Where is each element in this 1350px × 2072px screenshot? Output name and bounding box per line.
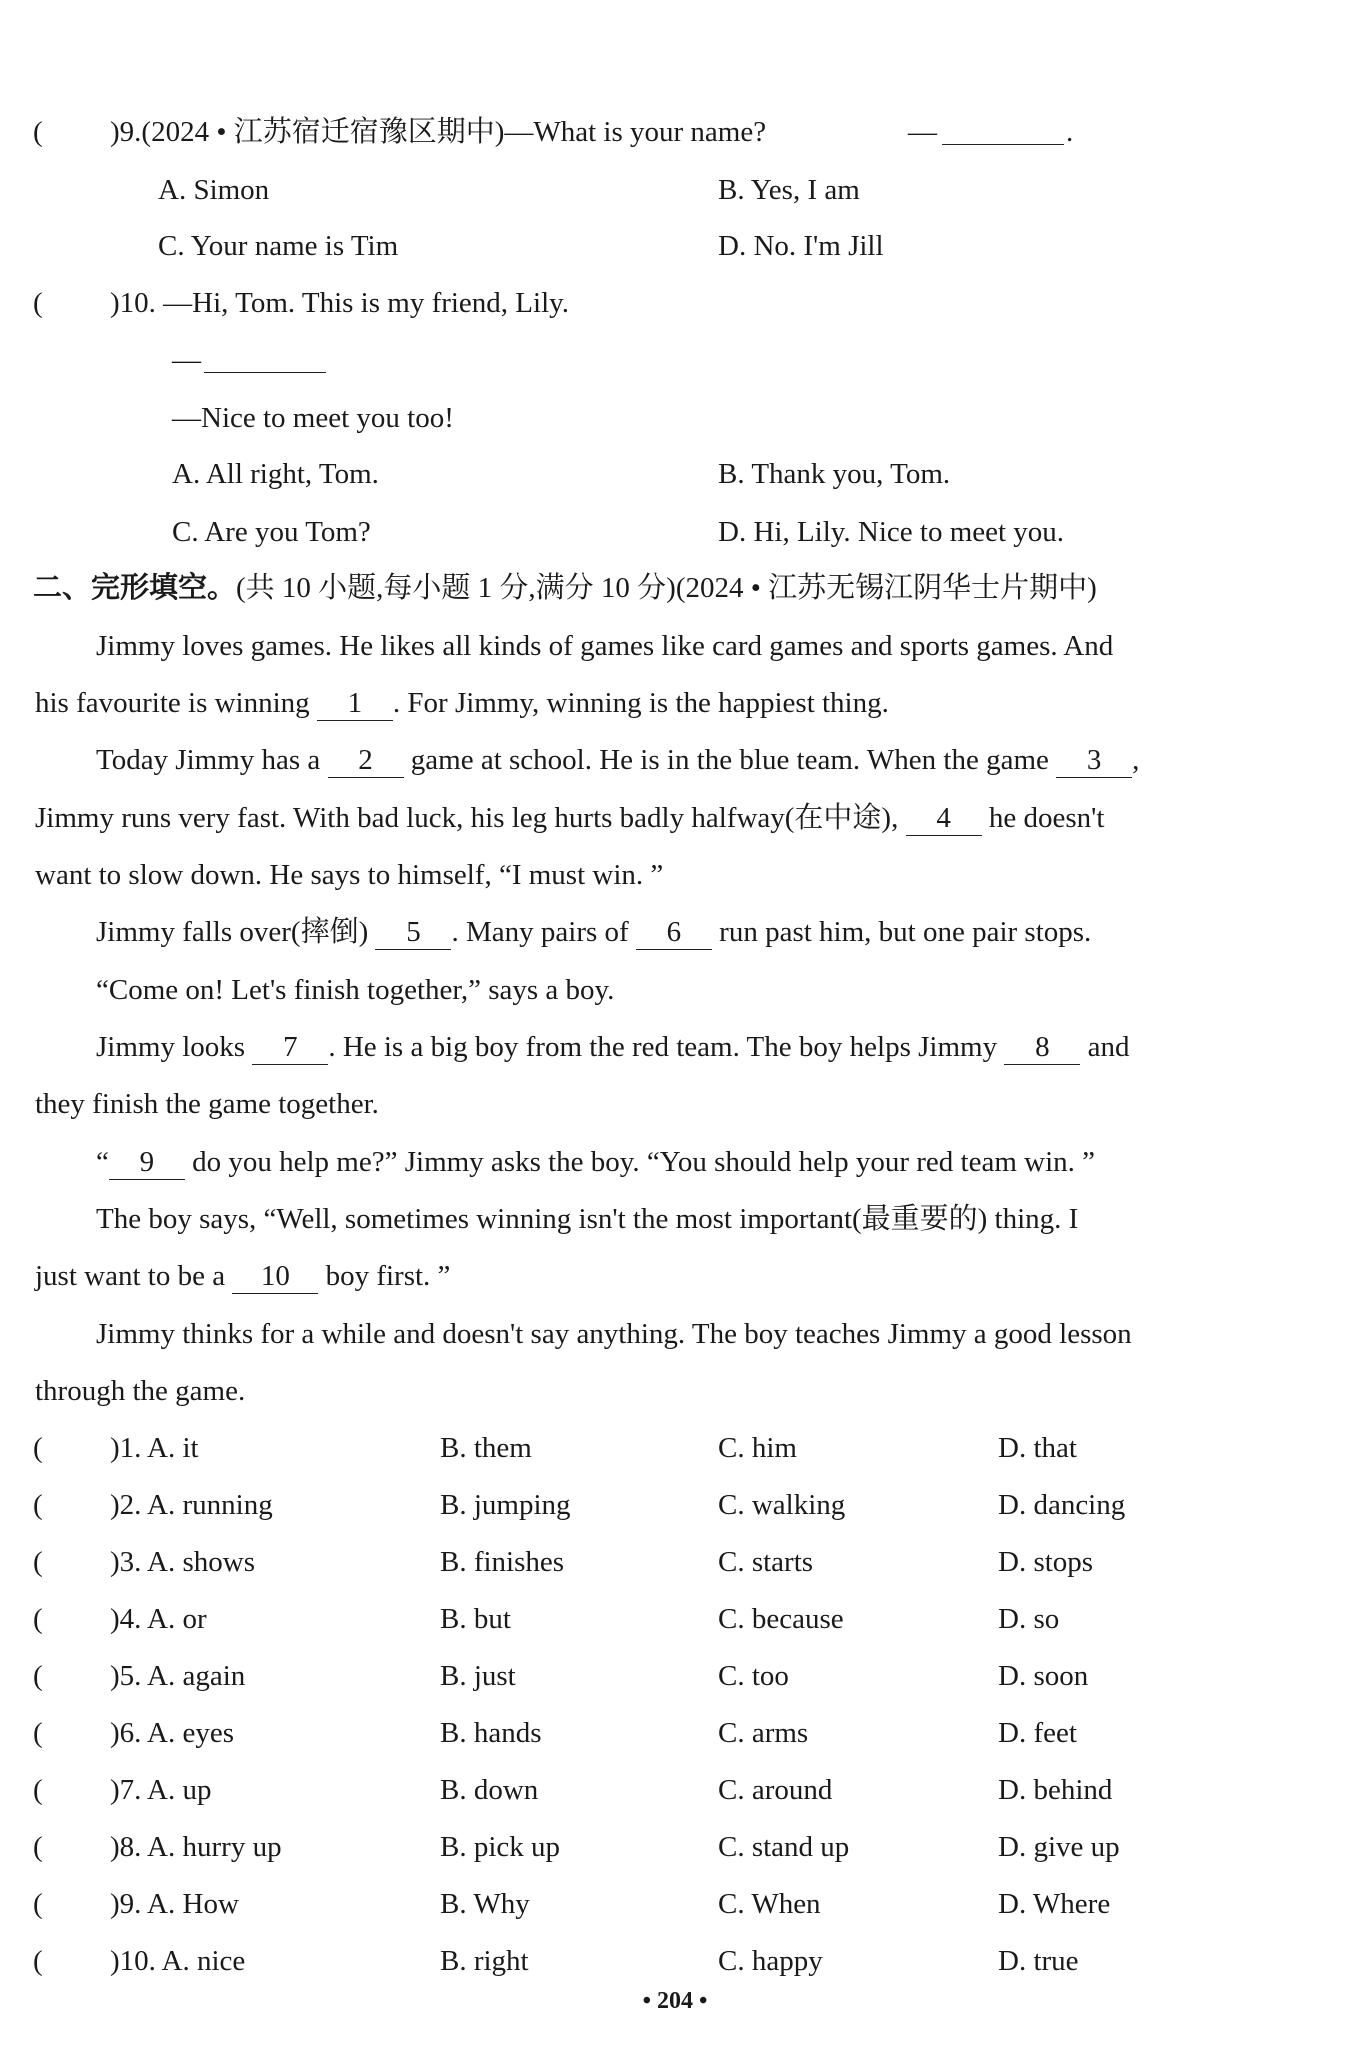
blank-3: 3 [1056,743,1132,778]
option-c: C. walking [718,1489,846,1521]
question-10-stem-row [0,281,1350,325]
blank-8: 8 [1004,1030,1080,1065]
option-d: D. feet [998,1717,1077,1749]
text-segment: he doesn't [988,802,1105,834]
question-9-stem: )9.(2024 • 江苏宿迁宿豫区期中)—What is your name? [110,116,767,148]
answer-paren: ( [33,1432,43,1464]
option-b: B. right [440,1945,529,1977]
option-c: C. stand up [718,1831,850,1863]
text-segment: . He is a big boy from the red team. The boy helps Jimmy [328,1031,998,1063]
option-a: )6. A. eyes [110,1717,235,1749]
passage-line [0,1197,1350,1241]
passage-line [0,968,1350,1012]
question-10-options-row-1 [0,452,1350,496]
option-d: D. No. I'm Jill [718,230,884,262]
page-number: • 204 • [642,1988,708,2014]
answer-paren: ( [33,1546,43,1578]
text-segment: Today Jimmy has a [96,744,321,776]
option-a: )4. A. or [110,1603,207,1635]
question-10-reply-row [0,396,1350,440]
passage-line [0,1312,1350,1356]
question-10-stem: )10. —Hi, Tom. This is my friend, Lily. [110,287,570,319]
passage-text [96,1140,1336,1184]
option-d: D. Where [998,1888,1111,1920]
question-10-options-row-2 [0,510,1350,554]
question-row [0,1939,1350,1983]
option-d: D. so [998,1603,1060,1635]
text-segment: and [1087,1031,1130,1063]
option-c: C. around [718,1774,833,1806]
option-d: D. give up [998,1831,1120,1863]
passage-line [0,1369,1350,1413]
option-b: B. them [440,1432,532,1464]
question-10-blank-row [0,338,1350,382]
blank-2: 2 [328,743,404,778]
blank-4: 4 [906,801,982,836]
answer-paren: ( [33,1603,43,1635]
passage-line [0,1025,1350,1069]
option-d: D. dancing [998,1489,1126,1521]
option-c: C. When [718,1888,821,1920]
option-d: D. that [998,1432,1077,1464]
option-a: )8. A. hurry up [110,1831,282,1863]
option-b: B. pick up [440,1831,561,1863]
option-a: )10. A. nice [110,1945,246,1977]
option-a: A. All right, Tom. [172,458,379,490]
option-d: D. soon [998,1660,1089,1692]
passage-text: “Come on! Let's finish together,” says a boy. [96,974,615,1006]
text-segment: his favourite is winning [35,687,310,719]
text-segment: Jimmy falls over(摔倒) [96,916,369,948]
blank-6: 6 [636,915,712,950]
passage-line [0,1082,1350,1126]
option-c: C. Your name is Tim [158,230,399,262]
section-title-text: 二、完形填空。 [33,572,237,604]
option-b: B. but [440,1603,511,1635]
passage-text: they finish the game together. [35,1088,379,1120]
question-row [0,1597,1350,1641]
passage-line [0,624,1350,668]
question-9-stem-row [0,110,1350,154]
question-row [0,1882,1350,1926]
option-d: D. behind [998,1774,1113,1806]
question-row [0,1654,1350,1698]
option-a: )7. A. up [110,1774,212,1806]
passage-text [35,681,1275,725]
passage-text: Jimmy loves games. He likes all kinds of games like card games and sports games. And [96,630,1114,662]
option-d: D. true [998,1945,1079,1977]
passage-text [35,1254,1275,1298]
passage-line [0,910,1350,954]
answer-paren: ( [33,1888,43,1920]
blank-1: 1 [317,686,393,721]
answer-paren: ( [33,116,43,148]
option-a: )2. A. running [110,1489,273,1521]
text-segment: . For Jimmy, winning is the happiest thing. [392,687,889,719]
text-segment: , [1132,744,1140,776]
option-c: C. starts [718,1546,814,1578]
answer-paren: ( [33,1831,43,1863]
dash: — [172,344,201,376]
blank-10: 10 [232,1259,318,1294]
answer-paren: ( [33,287,43,319]
passage-text [96,738,1336,782]
question-row [0,1711,1350,1755]
passage-text: want to slow down. He says to himself, “I must win. ” [35,859,664,891]
option-c: C. Are you Tom? [172,516,371,548]
option-d: D. stops [998,1546,1094,1578]
option-c: C. because [718,1603,844,1635]
dialogue-reply: —Nice to meet you too! [172,402,454,434]
passage-text: Jimmy thinks for a while and doesn't say anything. The boy teaches Jimmy a good lesson [96,1318,1132,1350]
answer-blank [204,342,326,373]
text-segment: . Many pairs of [451,916,629,948]
text-segment: Jimmy looks [96,1031,246,1063]
option-b: B. just [440,1660,516,1692]
section-info: (共 10 小题,每小题 1 分,满分 10 分)(2024 • 江苏无锡江阴华士片期中) [236,572,1097,604]
text-segment: game at school. He is in the blue team. When the game [410,744,1049,776]
option-a: )3. A. shows [110,1546,256,1578]
option-b: B. finishes [440,1546,565,1578]
option-a: )9. A. How [110,1888,239,1920]
option-b: B. jumping [440,1489,571,1521]
question-9-options-row-1 [0,168,1350,212]
answer-blank [942,114,1064,145]
option-c: C. arms [718,1717,809,1749]
option-b: B. Why [440,1888,530,1920]
answer-paren: ( [33,1660,43,1692]
text-segment: boy first. ” [325,1260,451,1292]
answer-paren: ( [33,1717,43,1749]
question-row [0,1768,1350,1812]
question-row [0,1483,1350,1527]
option-a: )1. A. it [110,1432,199,1464]
text-segment: do you help me?” Jimmy asks the boy. “You should help your red team win. ” [192,1146,1096,1178]
question-row [0,1540,1350,1584]
passage-line [0,796,1350,840]
section-2-heading [0,566,1350,610]
option-b: B. Thank you, Tom. [718,458,951,490]
option-b: B. down [440,1774,539,1806]
passage-text: The boy says, “Well, sometimes winning isn't the most important(最重要的) thing. I [96,1203,1079,1235]
passage-line [0,738,1350,782]
option-c: C. happy [718,1945,823,1977]
option-b: B. hands [440,1717,542,1749]
blank-5: 5 [375,915,451,950]
option-c: C. him [718,1432,797,1464]
passage-text [35,796,1275,840]
answer-paren: ( [33,1945,43,1977]
text-segment: “ [96,1146,109,1178]
blank-9: 9 [109,1145,185,1180]
section-title [33,566,1097,610]
passage-line [0,1254,1350,1298]
passage-text [96,910,1336,954]
option-a: A. Simon [158,174,270,206]
blank-7: 7 [252,1030,328,1065]
text-segment: Jimmy runs very fast. With bad luck, his leg hurts badly halfway(在中途), [35,802,899,834]
text-segment: run past him, but one pair stops. [719,916,1092,948]
option-c: C. too [718,1660,789,1692]
question-row [0,1825,1350,1869]
question-9-options-row-2 [0,224,1350,268]
passage-line [0,1140,1350,1184]
option-b: B. Yes, I am [718,174,860,206]
answer-paren: ( [33,1489,43,1521]
answer-paren: ( [33,1774,43,1806]
passage-text: through the game. [35,1375,246,1407]
passage-text [96,1025,1336,1069]
text-segment: just want to be a [35,1260,226,1292]
period: . [1066,116,1074,148]
option-a: )5. A. again [110,1660,246,1692]
dash: — [908,116,937,148]
option-d: D. Hi, Lily. Nice to meet you. [718,516,1065,548]
passage-line [0,853,1350,897]
question-row [0,1426,1350,1470]
passage-line [0,681,1350,725]
